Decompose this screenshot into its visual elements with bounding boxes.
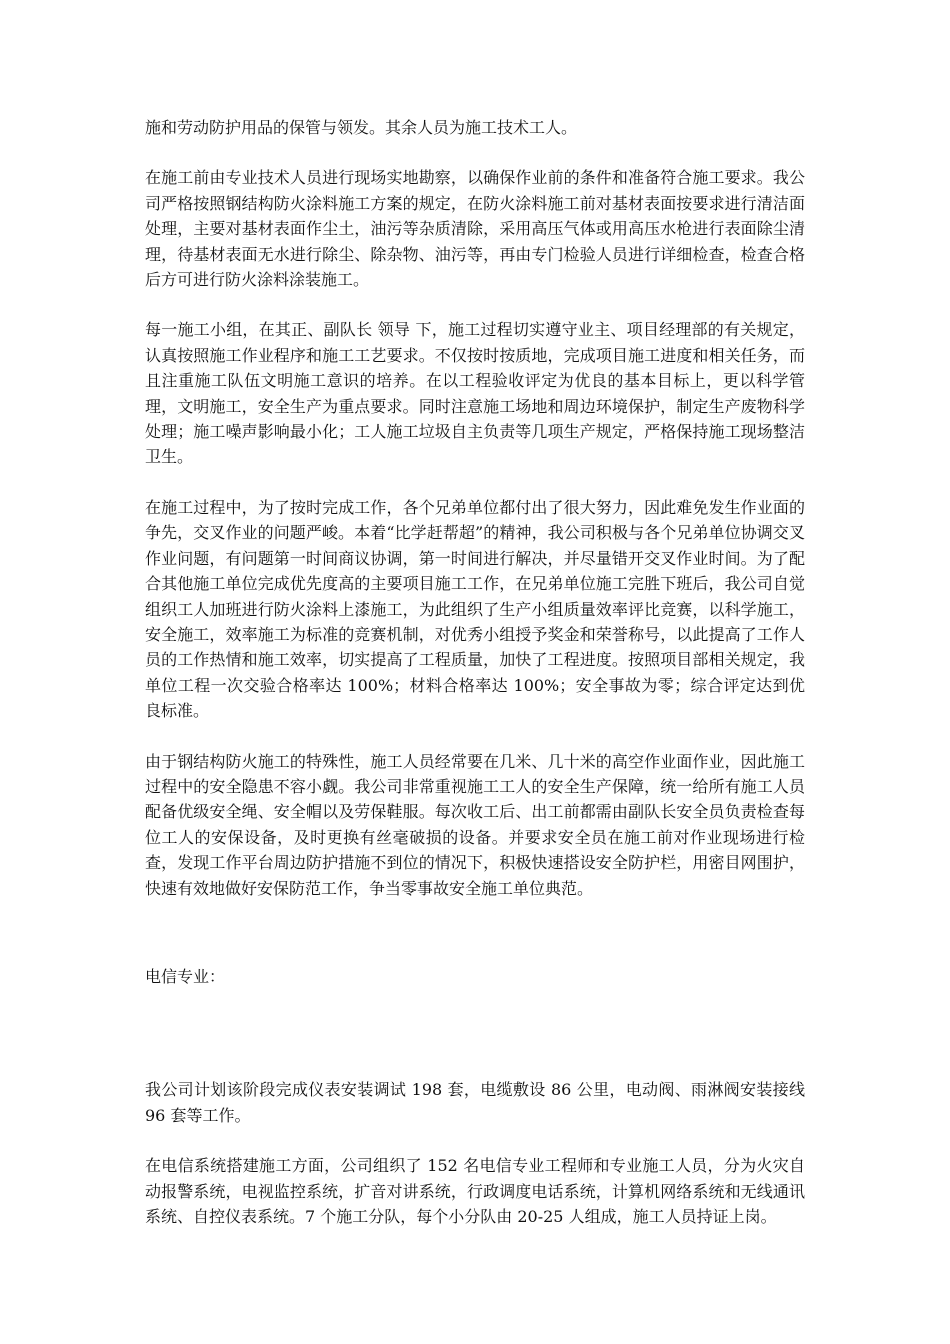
paragraph-safety: 由于钢结构防火施工的特殊性，施工人员经常要在几米、几十米的高空作业面作业，因此施工过程中的安全隐患不容小觑。我公司非常重视施工工人的安全生产保障，统一给所有施工人员配备优级安全绳、安全帽以及劳保鞋服。每次收工后、出工前都需由副队长安全员负责检查每位工人的安保设备，及时更换有丝毫破损的设备。并要求安全员在施工前对作业现场进行检查，发现工作平台周边防护措施不到位的情况下，积极快速搭设安全防护栏，用密目网围护，快速有效地做好安保防范工作，争当零事故安全施工单位典范。 xyxy=(145,751,805,898)
document-body xyxy=(145,115,805,1229)
paragraph-protective-equipment: 施和劳动防护用品的保管与领发。其余人员为施工技术工人。 xyxy=(145,118,578,137)
paragraph-telecom-plan: 我公司计划该阶段完成仪表安装调试 198 套，电缆敷设 86 公里，电动阀、雨淋阀安装接线 96 套等工作。 xyxy=(145,1080,805,1125)
section-title-telecom: 电信专业： xyxy=(145,966,226,986)
paragraph-telecom-team: 在电信系统搭建施工方面，公司组织了 152 名电信专业工程师和专业施工人员，分为火灾自动报警系统，电视监控系统，扩音对讲系统，行政调度电话系统，计算机网络系统和无线通讯系统、自控仪表系统。7 个施工分队，每个小分队由 20-25 人组成，施工人员持证上岗。 xyxy=(145,1156,805,1226)
paragraph-site-survey: 在施工前由专业技术人员进行现场实地勘察，以确保作业前的条件和准备符合施工要求。我公司严格按照钢结构防火涂料施工方案的规定，在防火涂料施工前对基材表面按要求进行清洁面处理，主要对基材表面作尘土，油污等杂质清除，采用高压气体或用高压水枪进行表面除尘清理，待基材表面无水进行除尘、除杂物、油污等，再由专门检验人员进行详细检查，检查合格后方可进行防火涂料涂装施工。 xyxy=(145,168,805,290)
paragraph-cross-operation: 在施工过程中，为了按时完成工作，各个兄弟单位都付出了很大努力，因此难免发生作业面的争先，交叉作业的问题严峻。本着“比学赶帮超”的精神，我公司积极与各个兄弟单位协调交叉作业问题，有问题第一时间商议协调，第一时间进行解决，并尽量错开交叉作业时间。为了配合其他施工单位完成优先度高的主要项目施工工作，在兄弟单位施工完胜下班后，我公司自觉组织工人加班进行防火涂料上漆施工，为此组织了生产小组质量效率评比竞赛，以科学施工，安全施工，效率施工为标准的竞赛机制，对优秀小组授予奖金和荣誉称号，以此提高了工作人员的工作热情和施工效率，切实提高了工程质量，加快了工程进度。按照项目部相关规定，我单位工程一次交验合格率达 100%；材料合格率达 100%；安全事故为零；综合评定达到优良标准。 xyxy=(145,497,805,721)
paragraph-team-management: 每一施工小组，在其正、副队长 领导 下，施工过程切实遵守业主、项目经理部的有关规定，认真按照施工作业程序和施工工艺要求。不仅按时按质地，完成项目施工进度和相关任务，而且注重施工队伍文明施工意识的培养。在以工程验收评定为优良的基本目标上，更以科学管理，文明施工，安全生产为重点要求。同时注意施工场地和周边环境保护，制定生产废物科学处理；施工噪声影响最小化；工人施工垃圾自主负责等几项生产规定，严格保持施工现场整洁卫生。 xyxy=(145,320,805,467)
